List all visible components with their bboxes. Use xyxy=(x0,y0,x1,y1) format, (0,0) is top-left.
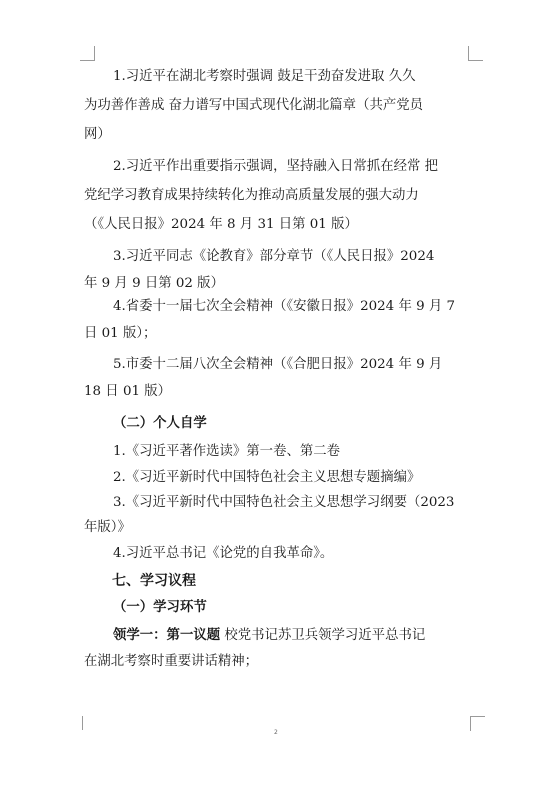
list-item: 4.习近平总书记《论党的自我革命》。 xyxy=(113,546,334,561)
page-number: 2 xyxy=(274,729,278,736)
section-heading: （一）学习环节 xyxy=(113,600,207,615)
list-item: 3.《习近平新时代中国特色社会主义思想学习纲要（2023 xyxy=(113,495,455,510)
text-line xyxy=(113,628,425,644)
text-line: 4.省委十一届七次全会精神（《安徽日报》2024 年 9 月 7 xyxy=(113,299,456,314)
lead-label: 领学一：第一议题 xyxy=(113,628,221,643)
text-line: 2.习近平作出重要指示强调，坚持融入日常抓在经常 把 xyxy=(113,159,439,174)
text-line: （《人民日报》2024 年 8 月 31 日第 01 版） xyxy=(84,217,358,232)
list-item: 1.《习近平著作选读》第一卷、第二卷 xyxy=(113,444,341,459)
chapter-heading: 七、学习议程 xyxy=(112,573,196,589)
text-line: 在湖北考察时重要讲话精神； xyxy=(84,654,259,669)
crop-mark-bottom-right xyxy=(470,716,485,731)
text-line: 年 9 月 9 日第 02 版） xyxy=(84,276,224,291)
text-line: 党纪学习教育成果持续转化为推动高质量发展的强大动力 xyxy=(84,188,419,203)
text-line: 5.市委十二届八次全会精神（《合肥日报》2024 年 9 月 xyxy=(113,357,443,372)
list-item: 年版）》 xyxy=(84,520,131,535)
text-line: 3.习近平同志《论教育》部分章节（《人民日报》2024 xyxy=(113,249,435,264)
text-line: 为功善作善成 奋力谱写中国式现代化湖北篇章（共产党员 xyxy=(84,98,424,113)
crop-mark-top-right xyxy=(468,46,483,61)
crop-mark-top-left xyxy=(80,46,95,61)
text-line: 18 日 01 版） xyxy=(84,384,172,399)
text-line: 日 01 版）； xyxy=(84,326,157,341)
section-heading: （二）个人自学 xyxy=(113,416,207,431)
list-item: 2.《习近平新时代中国特色社会主义思想专题摘编》 xyxy=(113,470,421,485)
text-line: 网） xyxy=(84,127,111,142)
crop-mark-bottom-left xyxy=(82,716,97,730)
text-line: 1.习近平在湖北考察时强调 鼓足干劲奋发进取 久久 xyxy=(113,69,416,84)
lead-text: 校党书记苏卫兵领学习近平总书记 xyxy=(220,628,426,643)
